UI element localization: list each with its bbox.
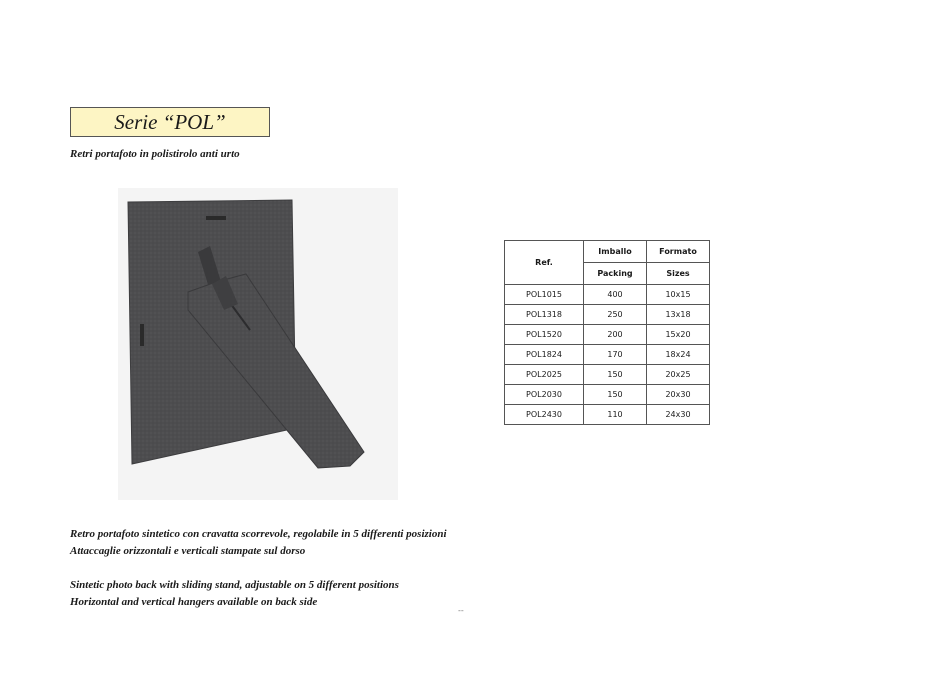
cell-ref: POL2025 [505, 365, 584, 385]
cell-packing: 150 [584, 385, 647, 405]
description-english-line-2: Horizontal and vertical hangers available on back side [70, 596, 318, 608]
table-row [505, 345, 710, 365]
cell-packing: 110 [584, 405, 647, 425]
cell-packing: 150 [584, 365, 647, 385]
cell-size: 24x30 [647, 405, 710, 425]
header-sizes: Sizes [647, 263, 710, 285]
cell-ref: POL2430 [505, 405, 584, 425]
header-formato: Formato [647, 241, 710, 263]
table-row [505, 285, 710, 305]
table-row [505, 405, 710, 425]
cell-size: 18x24 [647, 345, 710, 365]
series-title: Serie “POL” [114, 109, 226, 134]
description-italian-line-2: Attaccaglie orizzontali e verticali stampate sul dorso [70, 545, 306, 557]
header-packing: Packing [584, 263, 647, 285]
cell-ref: POL1824 [505, 345, 584, 365]
series-subtitle: Retri portafoto in polistirolo anti urto [70, 148, 240, 160]
description-italian-line-1: Retro portafoto sintetico con cravatta scorrevole, regolabile in 5 differenti posizioni [70, 528, 447, 540]
cell-size: 20x30 [647, 385, 710, 405]
cell-packing: 170 [584, 345, 647, 365]
cell-size: 10x15 [647, 285, 710, 305]
cell-ref: POL2030 [505, 385, 584, 405]
spec-table [504, 240, 710, 425]
series-title-box [70, 107, 270, 137]
cell-packing: 200 [584, 325, 647, 345]
cell-ref: POL1520 [505, 325, 584, 345]
table-row [505, 365, 710, 385]
cell-size: 13x18 [647, 305, 710, 325]
cell-size: 20x25 [647, 365, 710, 385]
table-row [505, 325, 710, 345]
photo-frame-back-stand-icon [118, 188, 398, 500]
cell-ref: POL1015 [505, 285, 584, 305]
cell-packing: 400 [584, 285, 647, 305]
cell-size: 15x20 [647, 325, 710, 345]
table-row [505, 385, 710, 405]
cell-packing: 250 [584, 305, 647, 325]
cell-ref: POL1318 [505, 305, 584, 325]
description-english-line-1: Sintetic photo back with sliding stand, adjustable on 5 different positions [70, 579, 399, 591]
header-imballo: Imballo [584, 241, 647, 263]
page-mark: -- [458, 606, 464, 615]
table-row [505, 305, 710, 325]
header-ref: Ref. [505, 241, 584, 285]
